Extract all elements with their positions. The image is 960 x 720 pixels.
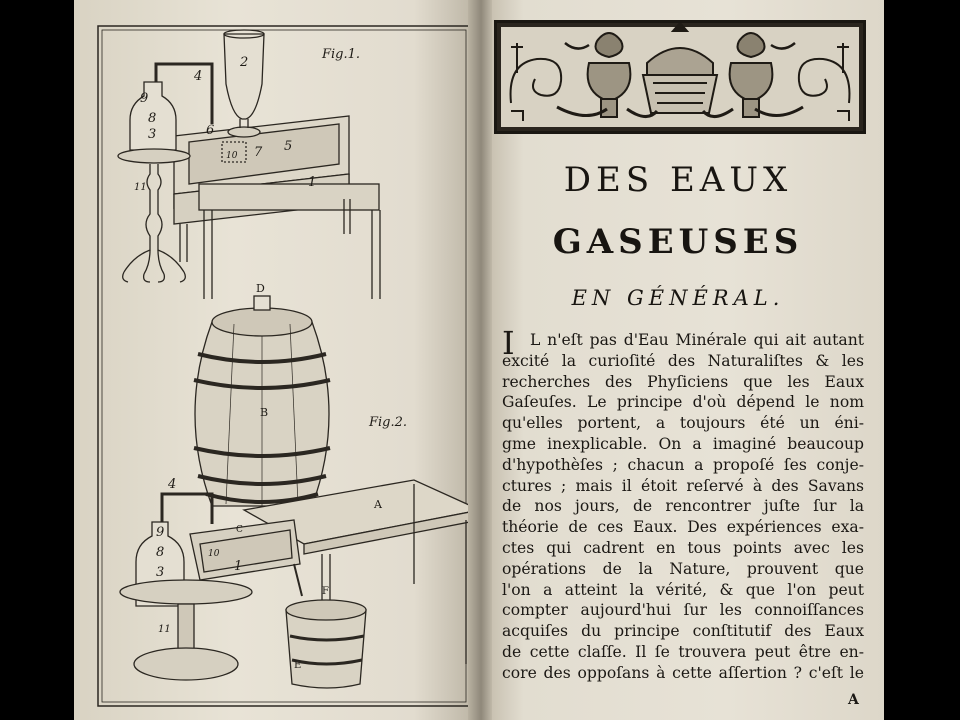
text-line: l'on a atteint la vérité, & que l'on peut bbox=[502, 580, 864, 599]
book-spread bbox=[74, 0, 884, 720]
fig2-letter: B bbox=[260, 406, 269, 419]
text-line: qu'elles portent, a toujours été un éni- bbox=[502, 414, 864, 433]
engraving-illustration bbox=[94, 24, 474, 708]
text-line: ctures ; mais il étoit reſervé à des Savans bbox=[502, 476, 864, 495]
page-subtitle: EN GÉNÉRAL. bbox=[571, 286, 785, 310]
fig2-number: 4 bbox=[168, 477, 177, 492]
text-line: Gaſeuſes. Le principe d'où dépend le nom bbox=[502, 393, 864, 412]
left-page-plate bbox=[74, 0, 474, 720]
fig1-number: 10 bbox=[226, 151, 238, 161]
fig1-number: 4 bbox=[194, 69, 203, 84]
fig2-number: 1 bbox=[234, 559, 243, 574]
fig1-number: 8 bbox=[148, 111, 157, 126]
fig1-number: 11 bbox=[134, 182, 147, 193]
text-line: compter aujourd'hui ſur les connoiſſances bbox=[502, 601, 864, 620]
text-line: ctes qui cadrent en tous points avec les bbox=[502, 538, 864, 557]
text-line: gme inexplicable. On a imaginé beaucoup bbox=[502, 434, 864, 453]
fig1-number: 6 bbox=[206, 123, 215, 138]
fig1-number: 3 bbox=[148, 127, 157, 142]
body-paragraph bbox=[502, 324, 864, 684]
signature-mark: A bbox=[848, 692, 859, 708]
book-gutter bbox=[468, 0, 494, 720]
text-line: core des oppoſans à cette aſſertion ? c'eſt le bbox=[502, 663, 864, 682]
fig1-number: 1 bbox=[308, 175, 317, 190]
text-line: de nos jours, de rencontrer juſte ſur la bbox=[502, 497, 864, 516]
ornamental-headpiece bbox=[494, 20, 866, 134]
fig2-number: 11 bbox=[158, 624, 171, 635]
fig1-number: 9 bbox=[140, 91, 149, 106]
fig2-number: 8 bbox=[156, 545, 165, 560]
fig2-number: 10 bbox=[208, 549, 220, 559]
fig2-number: 9 bbox=[156, 525, 165, 540]
right-page-text bbox=[492, 0, 884, 720]
headpiece-ornament bbox=[497, 23, 863, 131]
text-line: excité la curioſité des Naturaliſtes & les bbox=[502, 351, 864, 370]
fig2-letter: F bbox=[322, 586, 329, 597]
engraving-plate bbox=[94, 24, 474, 708]
fig1-number: 2 bbox=[240, 55, 249, 70]
text-line: théorie de ces Eaux. Des expériences exa- bbox=[502, 518, 864, 537]
text-line: recherches des Phyſiciens que les Eaux bbox=[502, 372, 864, 391]
fig2-letter: D bbox=[256, 282, 265, 295]
text-line: opérations de la Nature, prouvent que bbox=[502, 559, 864, 578]
text-line: de cette claſſe. Il ſe trouvera peut être en- bbox=[502, 642, 864, 661]
fig1-number: 5 bbox=[284, 139, 293, 154]
page-title-line-2: GASEUSES bbox=[552, 222, 804, 262]
fig2-label: Fig.2. bbox=[369, 415, 408, 430]
fig2-number: 3 bbox=[156, 565, 165, 580]
text-line: acquiſes du principe conſtitutif des Eaux bbox=[502, 622, 864, 641]
text-line: d'hypothèſes ; chacun a propoſé ſes conje- bbox=[502, 455, 864, 474]
page-title-line-1: DES EAUX bbox=[563, 160, 793, 200]
fig1-number: 7 bbox=[254, 145, 263, 160]
fig2-letter: A bbox=[374, 498, 382, 511]
fig2-letter: C bbox=[236, 525, 243, 535]
drop-cap: I bbox=[502, 324, 515, 362]
fig1-label: Fig.1. bbox=[322, 47, 361, 62]
fig2-letter: E bbox=[294, 660, 302, 671]
text-line: L n'eſt pas d'Eau Minérale qui ait autant bbox=[530, 331, 864, 349]
